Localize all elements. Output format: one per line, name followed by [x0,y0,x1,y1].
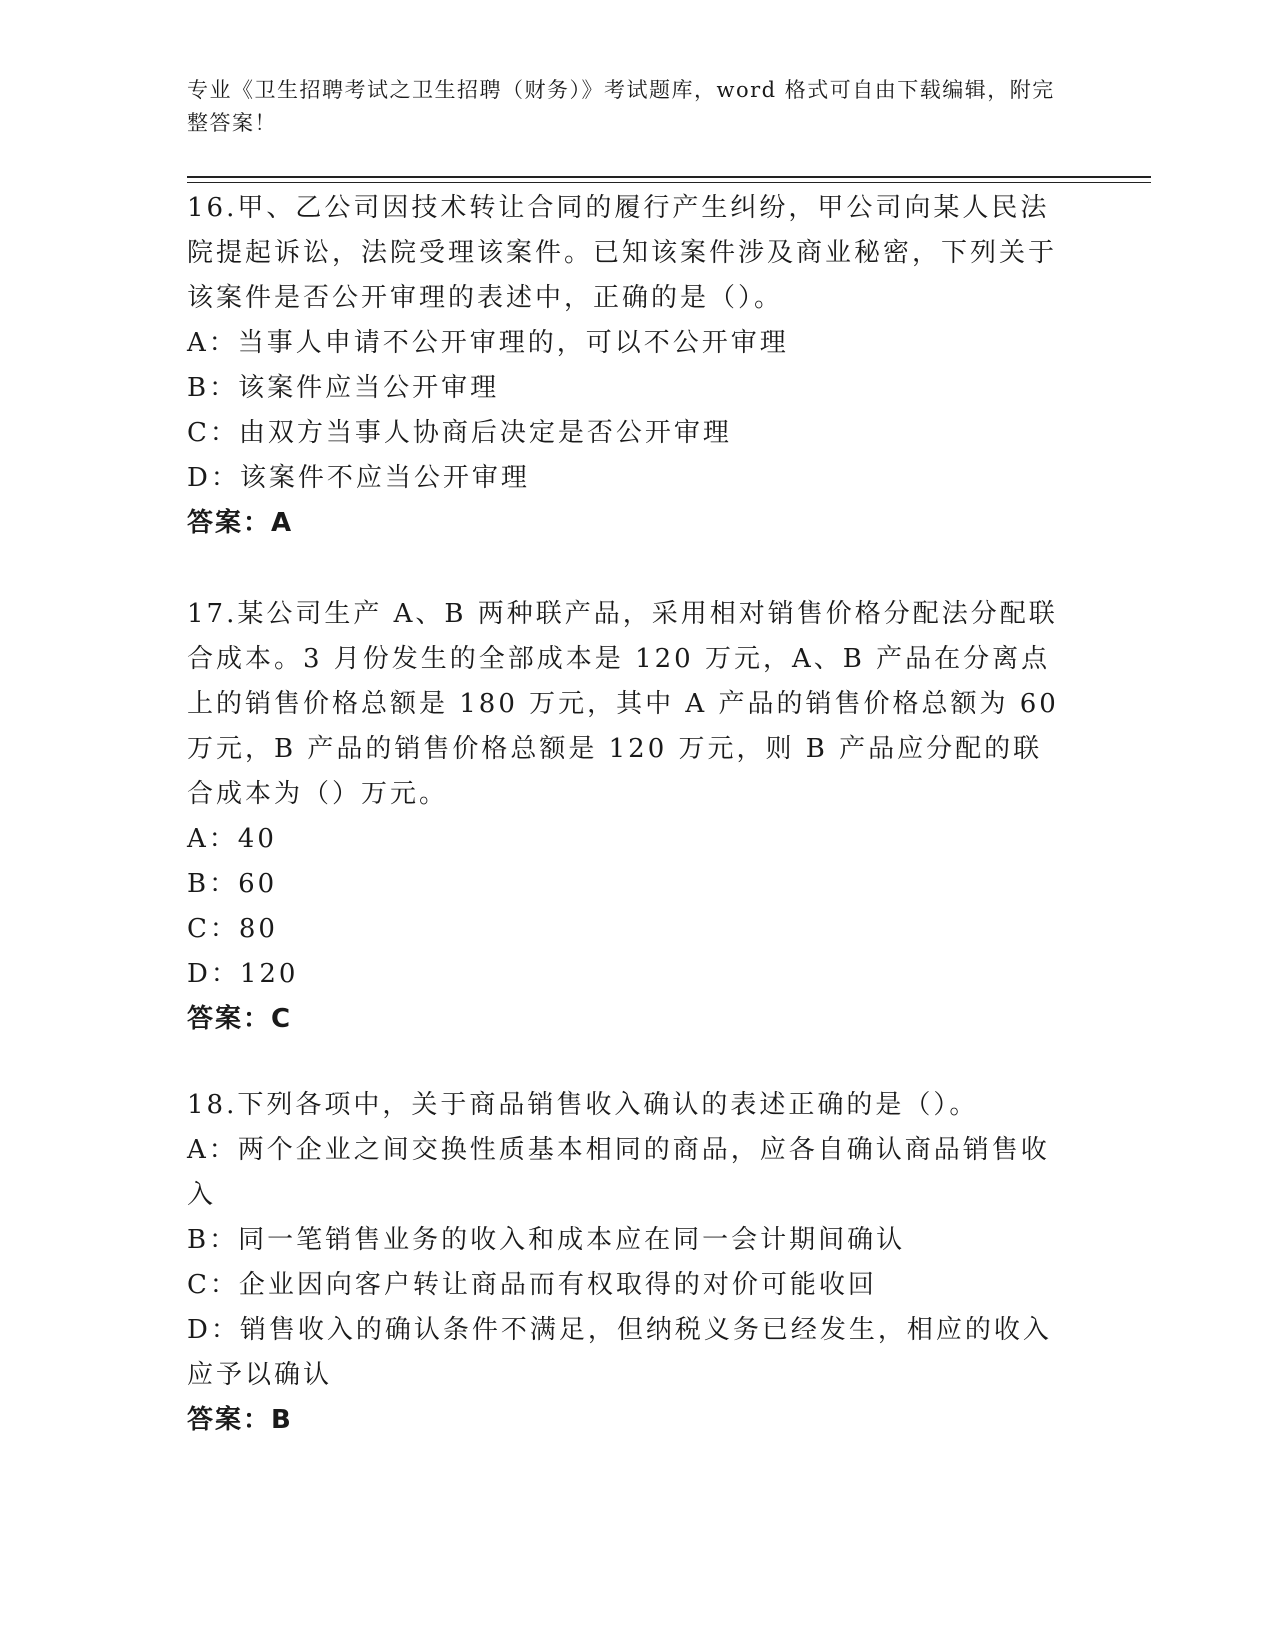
answer-label: 答案：C [187,1004,293,1034]
question-18 [187,1083,1067,1443]
option-a: A：两个企业之间交换性质基本相同的商品，应各自确认商品销售收入 [187,1135,1050,1210]
option-d: D：120 [187,959,299,989]
header-divider-thick [187,176,1151,178]
header-divider-thin [187,182,1151,183]
option-d: D：销售收入的确认条件不满足，但纳税义务已经发生，相应的收入应予以确认 [187,1315,1052,1390]
option-d: D：该案件不应当公开审理 [187,463,530,493]
option-b: B：同一笔销售业务的收入和成本应在同一会计期间确认 [187,1225,906,1255]
question-17 [187,592,1067,1042]
answer-label: 答案：B [187,1405,293,1435]
option-c: C：企业因向客户转让商品而有权取得的对价可能收回 [187,1270,877,1300]
document-header: 专业《卫生招聘考试之卫生招聘（财务）》考试题库，word 格式可自由下载编辑，附完整答案！ [187,78,1055,135]
answer-label: 答案：A [187,508,294,538]
option-c: C：80 [187,914,278,944]
question-stem: 17.某公司生产 A、B 两种联产品，采用相对销售价格分配法分配联合成本。3 月份发生的全部成本是 120 万元，A、B 产品在分离点上的销售价格总额是 180 万元，其中 A 产品的销售价格总额为 60 万元，B 产品的销售价格总额是 120 万元，则 B 产品应分配的联合成本为（）万元。 [187,599,1059,809]
option-c: C：由双方当事人协商后决定是否公开审理 [187,418,732,448]
option-b: B：60 [187,869,278,899]
option-a: A：40 [187,824,277,854]
question-stem: 18.下列各项中，关于商品销售收入确认的表述正确的是（）。 [187,1090,979,1120]
question-stem: 16.甲、乙公司因技术转让合同的履行产生纠纷，甲公司向某人民法院提起诉讼，法院受理该案件。已知该案件涉及商业秘密，下列关于该案件是否公开审理的表述中，正确的是（）。 [187,193,1058,313]
option-b: B：该案件应当公开审理 [187,373,500,403]
option-a: A：当事人申请不公开审理的，可以不公开审理 [187,328,789,358]
question-16 [187,186,1067,546]
